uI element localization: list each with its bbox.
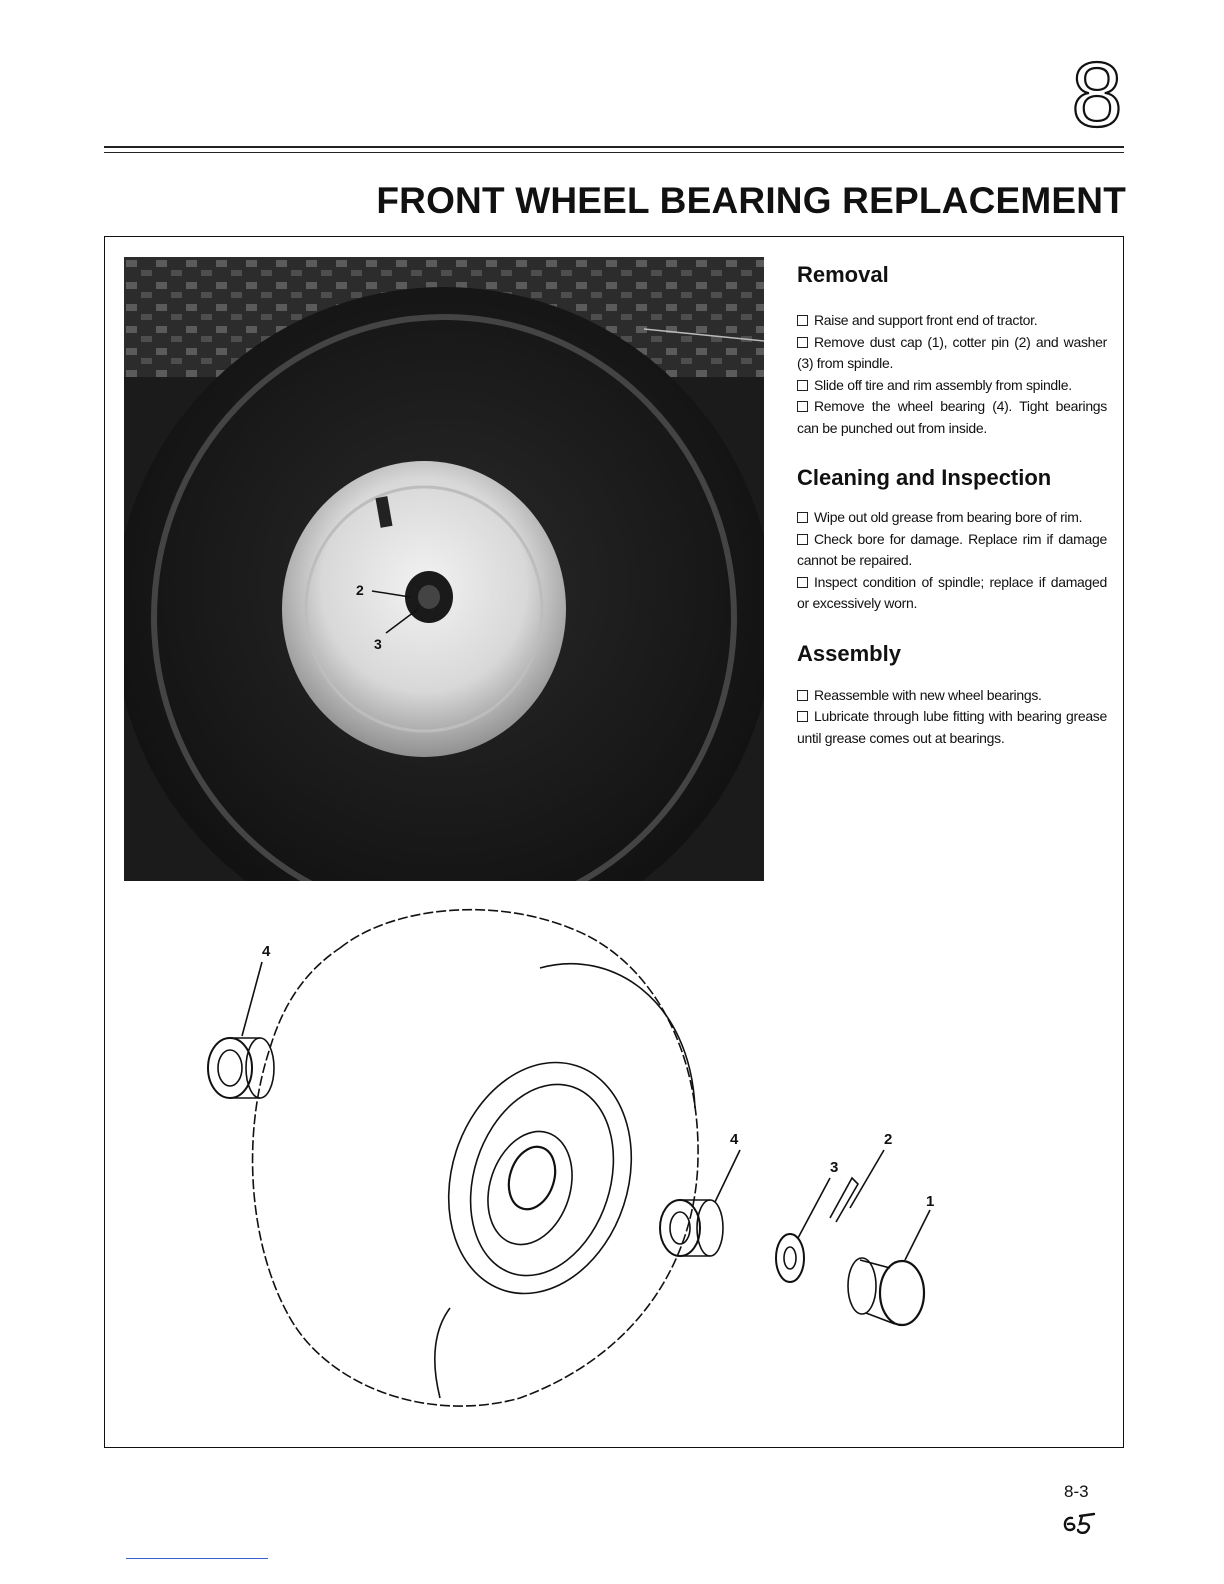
- photo-callout-2: 2: [356, 582, 364, 598]
- header-rule-thin: [104, 152, 1124, 153]
- exploded-wheel-diagram: [190, 888, 950, 1418]
- header-rule: [104, 146, 1124, 148]
- instructions-column: [797, 262, 1107, 749]
- checkbox-icon: [797, 401, 808, 412]
- checkbox-icon: [797, 380, 808, 391]
- footer-link-underline: [126, 1558, 268, 1559]
- list-item: Inspect condition of spindle; replace if damaged or excessively worn.: [797, 573, 1107, 611]
- list-item: Raise and support front end of tractor.: [797, 310, 1107, 332]
- chapter-number: [1062, 50, 1132, 134]
- section-heading-cleaning: Cleaning and Inspection: [797, 465, 1052, 490]
- list-item: Lubricate through lube fitting with bearing grease until grease comes out at bearings.: [797, 708, 1107, 746]
- list-item: Wipe out old grease from bearing bore of rim.: [797, 507, 1107, 529]
- diagram-callout-1: 1: [926, 1193, 935, 1210]
- checkbox-icon: [797, 690, 808, 701]
- checkbox-icon: [797, 315, 808, 326]
- list-item: Remove dust cap (1), cotter pin (2) and washer (3) from spindle.: [797, 333, 1107, 371]
- checkbox-icon: [797, 512, 808, 523]
- checkbox-icon: [797, 534, 808, 545]
- diagram-callout-4-left: 4: [262, 943, 271, 960]
- list-item: Check bore for damage. Replace rim if damage cannot be repaired.: [797, 530, 1107, 568]
- list-item: Remove the wheel bearing (4). Tight bearings can be punched out from inside.: [797, 398, 1107, 436]
- checkbox-icon: [797, 577, 808, 588]
- diagram-callout-4-right: 4: [730, 1131, 739, 1148]
- page-number: 8-3: [1064, 1482, 1089, 1501]
- section-heading-assembly: Assembly: [797, 640, 901, 666]
- diagram-callout-3: 3: [830, 1159, 839, 1176]
- handwritten-page-number: [1060, 1508, 1110, 1536]
- section-heading-removal: Removal: [797, 262, 889, 287]
- checkbox-icon: [797, 711, 808, 722]
- list-item: Slide off tire and rim assembly from spindle.: [797, 375, 1107, 397]
- page-title: FRONT WHEEL BEARING REPLACEMENT: [376, 180, 1126, 221]
- diagram-callout-2: 2: [884, 1131, 893, 1148]
- photo-callout-3: 3: [374, 636, 382, 652]
- chapter-number-text: 8: [1071, 50, 1123, 134]
- list-item: Reassemble with new wheel bearings.: [797, 685, 1107, 707]
- wheel-photo: [124, 257, 764, 881]
- checkbox-icon: [797, 337, 808, 348]
